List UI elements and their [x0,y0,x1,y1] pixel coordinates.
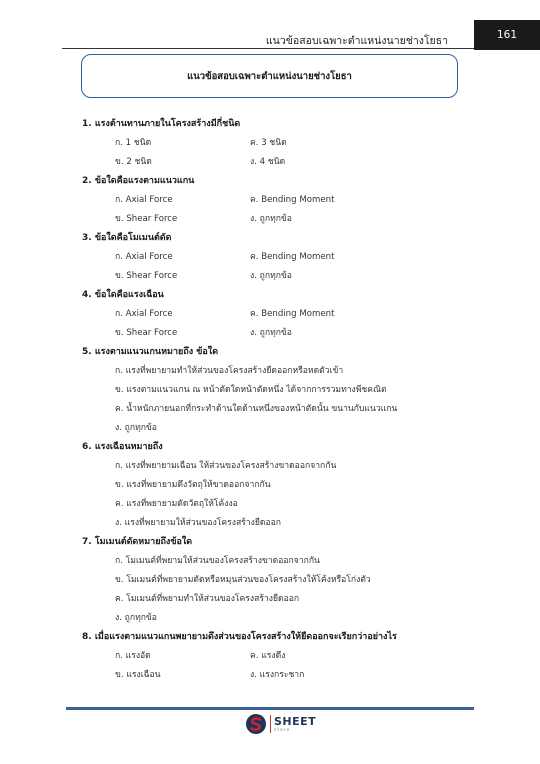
choice-b: ข. แรงตามแนวแกน ณ หน้าตัดใดหน้าตัดหนึ่ง ได้จากการรวมทางพีชคณิต [115,385,387,395]
choice-row [82,267,482,286]
question-list [82,115,482,685]
choice-row [82,134,482,153]
choice-c: ค. แรงที่พยายามดัดวัตถุให้โค้งงอ [115,499,238,509]
choice-b: ข. แรงเฉือน [115,670,161,680]
choice-d: ง. แรงกระชาก [250,670,305,680]
question-text: 6. แรงเฉือนหมายถึง [82,442,163,452]
choice-b: ข. แรงที่พยายามดึงวัตถุให้ขาดออกจากกัน [115,480,271,490]
question-text: 1. แรงต้านทานภายในโครงสร้างมีกี่ชนิด [82,119,241,129]
choice-c: ค. 3 ชนิด [250,138,287,148]
choice-c: ค. Bending Moment [250,195,335,205]
sheet-store-logo [245,713,316,735]
choice-row [82,248,482,267]
question-text: 4. ข้อใดคือแรงเฉือน [82,290,164,300]
choice-row [82,647,482,666]
choice-a: ก. Axial Force [115,252,173,262]
page-number: 161 [474,20,540,50]
choice-b: ข. 2 ชนิด [115,157,152,167]
sheet-logo-icon [245,713,267,735]
question-3 [82,229,482,286]
question-7 [82,533,482,628]
section-title-box [81,54,458,98]
choice-b: ข. Shear Force [115,271,178,281]
section-title: แนวข้อสอบเฉพาะตำแหน่งนายช่างโยธา [187,70,352,82]
choice-c: ค. น้ำหนักภายนอกที่กระทำด้านใดด้านหนึ่งของหน้าตัดนั้น ขนานกับแนวแกน [115,404,398,414]
choice-b: ข. Shear Force [115,328,178,338]
question-1 [82,115,482,172]
choice-a: ก. Axial Force [115,309,173,319]
choice-row [82,191,482,210]
choice-d: ง. แรงที่พยายามให้ส่วนของโครงสร้างยืดออก [115,518,281,528]
choice-d: ง. ถูกทุกข้อ [250,328,292,338]
choice-row [82,666,482,685]
logo-divider [270,715,271,733]
choice-row [82,210,482,229]
choice-d: ง. ถูกทุกข้อ [115,423,157,433]
choice-a: ก. แรงอัด [115,651,151,661]
choice-d: ง. ถูกทุกข้อ [250,271,292,281]
choice-a: ก. Axial Force [115,195,173,205]
question-text: 8. เมื่อแรงตามแนวแกนพยายามดึงส่วนของโครงสร้างให้ยืดออกจะเรียกว่าอย่างไร [82,632,397,642]
choice-d: ง. 4 ชนิด [250,157,286,167]
footer-rule [66,707,474,710]
logo-subtext: store [274,727,291,733]
question-8 [82,628,482,685]
choice-row [82,324,482,343]
choice-b: ข. โมเมนต์ที่พยายามดัดหรือหมุนส่วนของโครงสร้างให้โค้งหรือโก่งตัว [115,575,371,585]
choice-c: ค. โมเมนต์ที่พยามทำให้ส่วนของโครงสร้างยืดออก [115,594,300,604]
header-rule [62,48,478,49]
question-text: 5. แรงตามแนวแกนหมายถึง ข้อใด [82,347,219,357]
question-text: 7. โมเมนต์ดัดหมายถึงข้อใด [82,537,193,547]
question-4 [82,286,482,343]
choice-c: ค. Bending Moment [250,309,335,319]
question-6 [82,438,482,533]
question-text: 3. ข้อใดคือโมเมนต์ดัด [82,233,172,243]
running-header-title: แนวข้อสอบเฉพาะตำแหน่งนายช่างโยธา [265,35,448,47]
choice-a: ก. แรงที่พยายามทำให้ส่วนของโครงสร้างยืดออกหรือหดตัวเข้า [115,366,344,376]
logo-text [274,716,316,733]
choice-a: ก. แรงที่พยายามเฉือน ให้ส่วนของโครงสร้างขาดออกจากกัน [115,461,337,471]
choice-row [82,305,482,324]
choice-a: ก. โมเมนต์ที่พยามให้ส่วนของโครงสร้างขาดออกจากกัน [115,556,320,566]
logo-word: SHEET [274,714,317,728]
choice-d: ง. ถูกทุกข้อ [115,613,157,623]
choice-a: ก. 1 ชนิด [115,138,152,148]
choice-b: ข. Shear Force [115,214,178,224]
choice-c: ค. Bending Moment [250,252,335,262]
choice-row [82,153,482,172]
question-5 [82,343,482,438]
question-text: 2. ข้อใดคือแรงตามแนวแกน [82,176,195,186]
question-2 [82,172,482,229]
choice-d: ง. ถูกทุกข้อ [250,214,292,224]
choice-c: ค. แรงดึง [250,651,286,661]
